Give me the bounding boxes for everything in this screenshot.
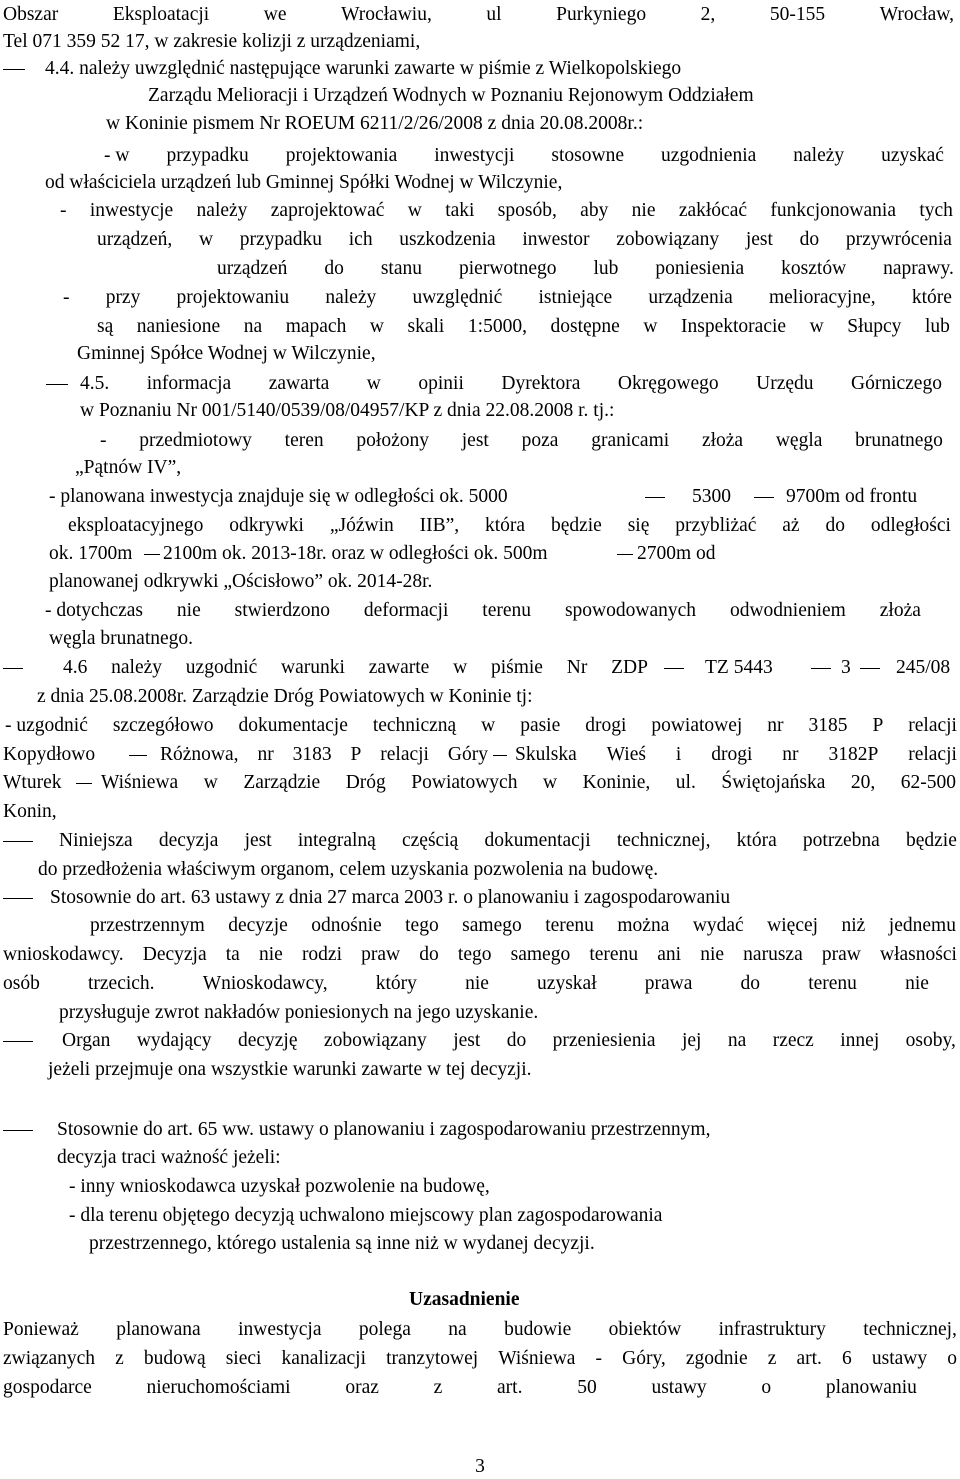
dash-marker xyxy=(3,841,33,842)
dash-marker xyxy=(3,668,23,669)
text-line: - dla terenu objętego decyzją uchwalono miejscowy plan zagospodarowania xyxy=(69,1205,663,1226)
text-line: Zarządu Melioracji i Urządzeń Wodnych w Poznaniu Rejonowym Oddziałem xyxy=(148,85,754,106)
text-line: do przedłożenia właściwym organom, celem uzyskania pozwolenia na budowę. xyxy=(38,859,659,880)
text-line: Stosownie do art. 65 ww. ustawy o planowaniu i zagospodarowaniu przestrzennym, xyxy=(57,1119,711,1140)
text-line: Kopydłowo xyxy=(3,744,96,765)
text-line: ok. 1700m xyxy=(49,543,133,564)
dash-marker xyxy=(3,1130,33,1131)
text-line: - uzgodnić szczegółowo dokumentacje techniczną w pasie drogi powiatowej nr 3185 P relacji xyxy=(5,715,957,736)
dash-marker xyxy=(144,554,160,555)
text-line: 4.5. informacja zawarta w opinii Dyrektora Okręgowego Urzędu Górniczego xyxy=(80,373,942,394)
text-line: w Koninie pismem Nr ROEUM 6211/2/26/2008 z dnia 20.08.2008r.: xyxy=(106,113,644,134)
text-line: 2700m od xyxy=(637,543,716,564)
dash-marker xyxy=(129,755,147,756)
text-line: węgla brunatnego. xyxy=(49,628,194,649)
dash-marker xyxy=(3,1041,33,1042)
text-line: Gminnej Spółce Wodnej w Wilczynie, xyxy=(77,343,376,364)
text-line: Tel 071 359 52 17, w zakresie kolizji z urządzeniami, xyxy=(3,31,421,52)
text-line: - przedmiotowy teren położony jest poza granicami złoża węgla brunatnego xyxy=(100,430,943,451)
text-line: „Pątnów IV”, xyxy=(75,457,182,478)
text-line: wnioskodawcy. Decyzja ta nie rodzi praw do tego samego terenu ani nie narusza praw własności xyxy=(3,944,957,965)
dash-marker xyxy=(811,668,831,669)
text-line: TZ 5443 xyxy=(705,657,773,678)
text-line: - w przypadku projektowania inwestycji stosowne uzgodnienia należy uzyskać xyxy=(104,145,944,166)
text-line: Obszar Eksploatacji we Wrocławiu, ul Purkyniego 2, 50-155 Wrocław, xyxy=(3,4,954,25)
text-line: Wturek xyxy=(3,772,62,793)
text-line: Organ wydający decyzję zobowiązany jest do przeniesienia jej na rzecz innej osoby, xyxy=(62,1030,956,1051)
text-line: Konin, xyxy=(3,801,57,822)
text-line: - przy projektowaniu należy uwzględnić istniejące urządzenia melioracyjne, które xyxy=(63,287,952,308)
dash-marker xyxy=(76,783,92,784)
text-line: 3 xyxy=(841,657,851,678)
text-line: osób trzecich. Wnioskodawcy, który nie uzyskał prawa do terenu nie xyxy=(3,973,929,994)
dash-marker xyxy=(860,668,880,669)
text-line: przestrzennego, którego ustalenia są inne niż w wydanej decyzji. xyxy=(89,1233,595,1254)
dash-marker xyxy=(617,554,633,555)
text-line: jeżeli przejmuje ona wszystkie warunki zawarte w tej decyzji. xyxy=(48,1059,532,1080)
dash-marker xyxy=(754,497,774,498)
dash-marker xyxy=(493,755,507,756)
dash-marker xyxy=(664,668,684,669)
text-line: 2100m ok. 2013-18r. oraz w odległości ok. 500m xyxy=(163,543,548,564)
text-line: przysługuje zwrot nakładów poniesionych na jego uzyskanie. xyxy=(59,1002,539,1023)
text-line: Ponieważ planowana inwestycja polega na budowie obiektów infrastruktury technicznej, xyxy=(3,1319,957,1340)
text-line: Niniejsza decyzja jest integralną częścią dokumentacji technicznej, która potrzebna będzie xyxy=(59,830,957,851)
text-line: Stosownie do art. 63 ustawy z dnia 27 marca 2003 r. o planowaniu i zagospodarowaniu xyxy=(50,887,731,908)
text-line: 245/08 xyxy=(896,657,951,678)
text-line: - dotychczas nie stwierdzono deformacji terenu spowodowanych odwodnieniem złoża xyxy=(45,600,921,621)
text-line: Różnowa, nr 3183 P relacji Góry xyxy=(160,744,488,765)
text-line: przestrzennym decyzje odnośnie tego samego terenu można wydać więcej niż jednemu xyxy=(90,915,956,936)
dash-marker xyxy=(46,384,68,385)
text-line: 4.6 należy uzgodnić warunki zawarte w piśmie Nr ZDP xyxy=(63,657,648,678)
text-line: 4.4. należy uwzględnić następujące warunki zawarte w piśmie z Wielkopolskiego xyxy=(45,58,682,79)
dash-marker xyxy=(3,898,33,899)
text-line: Skulska Wieś i drogi nr 3182P relacji xyxy=(515,744,957,765)
text-line: gospodarce nieruchomościami oraz z art. 50 ustawy o planowaniu xyxy=(3,1377,917,1398)
section-heading: Uzasadnienie xyxy=(409,1289,520,1310)
text-line: - inny wnioskodawca uzyskał pozwolenie na budowę, xyxy=(69,1176,490,1197)
dash-marker xyxy=(645,497,665,498)
text-line: od właściciela urządzeń lub Gminnej Spółki Wodnej w Wilczynie, xyxy=(45,172,563,193)
text-line: - inwestycje należy zaprojektować w taki sposób, aby nie zakłócać funkcjonowania tych xyxy=(60,200,953,221)
text-line: związanych z budową sieci kanalizacji tranzytowej Wiśniewa - Góry, zgodnie z art. 6 ustawy o xyxy=(3,1348,957,1369)
text-line: z dnia 25.08.2008r. Zarządzie Dróg Powiatowych w Koninie tj: xyxy=(37,686,533,707)
text-line: Wiśniewa w Zarządzie Dróg Powiatowych w Koninie, ul. Świętojańska 20, 62-500 xyxy=(101,772,956,793)
page-number: 3 xyxy=(475,1456,485,1477)
text-line: urządzeń, w przypadku ich uszkodzenia inwestor zobowiązany jest do przywrócenia xyxy=(97,229,952,250)
text-line: są naniesione na mapach w skali 1:5000, dostępne w Inspektoracie w Słupcy lub xyxy=(97,316,950,337)
text-line: - planowana inwestycja znajduje się w odległości ok. 5000 xyxy=(49,486,508,507)
text-line: w Poznaniu Nr 001/5140/0539/08/04957/KP z dnia 22.08.2008 r. tj.: xyxy=(80,400,615,421)
text-line: planowanej odkrywki „Ościsłowo” ok. 2014-28r. xyxy=(49,571,433,592)
text-line: 9700m od frontu xyxy=(786,486,918,507)
dash-marker xyxy=(3,69,25,70)
text-line: decyzja traci ważność jeżeli: xyxy=(57,1147,281,1168)
text-line: eksploatacyjnego odkrywki „Jóźwin IIB”, która będzie się przybliżać aż do odległości xyxy=(68,515,951,536)
text-line: 5300 xyxy=(692,486,731,507)
text-line: urządzeń do stanu pierwotnego lub poniesienia kosztów naprawy. xyxy=(217,258,954,279)
